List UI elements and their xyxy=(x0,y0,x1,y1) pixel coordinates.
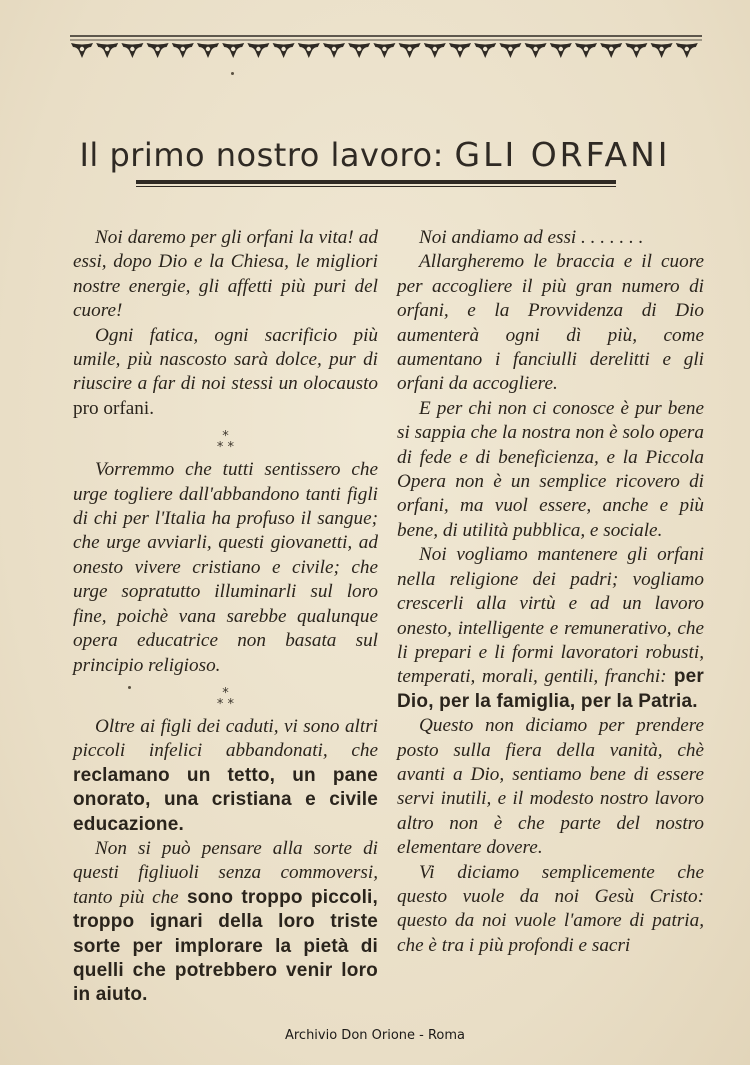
paragraph: E per chi non ci conosce è pur bene si sappia che la nostra non è solo opera di fede e di beneficienza, e la Piccola Opera non è un semplice ricovero di orfani, ma vuol essere, anche e più bene, di utilità pubblica, e sociale. xyxy=(397,397,704,541)
fleuron-icon xyxy=(348,43,370,58)
paragraph: Questo non diciamo per prendere posto sulla fiera della vanità, chè avanti a Dio, sentiamo bene di essere servi inutili, e il modesto nostro lavoro altro non è che parte del nostro elementare dovere. xyxy=(397,715,704,859)
fleuron-icon xyxy=(373,43,395,58)
fleuron-icon xyxy=(676,43,698,58)
paragraph: Vi diciamo semplicemente che questo vuole da noi Gesù Cristo: questo da noi vuole l'amore di patria, che è tra i più profondi e sacri xyxy=(397,861,704,956)
fleuron-icon xyxy=(550,43,572,58)
fleuron-icon xyxy=(172,43,194,58)
fleuron-icon xyxy=(222,43,244,58)
fleuron-icon xyxy=(474,43,496,58)
fleuron-icon xyxy=(323,43,345,58)
print-speck xyxy=(231,72,234,75)
fleuron-icon xyxy=(96,43,118,58)
fleuron-icon xyxy=(424,43,446,58)
fleuron-icon xyxy=(273,43,295,58)
paragraph: Non si può pensare alla sorte di questi figliuoli senza commoversi, tanto più che sono troppo piccoli, troppo ignari della loro triste sorte per implorare la pietà di quelli che potrebbero venir loro in aiuto. xyxy=(73,837,378,1006)
fleuron-icon xyxy=(298,43,320,58)
asterism: * * * xyxy=(216,429,235,456)
print-speck xyxy=(128,686,131,689)
paragraph: Noi daremo per gli orfani la vita! ad essi, dopo Dio e la Chiesa, le migliori nostre energie, gli affetti più puri del cuore! xyxy=(73,227,378,322)
fleuron-icon xyxy=(449,43,471,58)
title-rule xyxy=(136,180,616,184)
fleuron-icon xyxy=(197,43,219,58)
fleuron-icon xyxy=(651,43,673,58)
fleuron-icon xyxy=(600,43,622,58)
fleuron-icon xyxy=(71,43,93,58)
title-main: GLI ORFANI xyxy=(454,135,671,174)
title-lead: Il primo nostro lavoro: xyxy=(79,136,444,174)
ornamental-border xyxy=(70,34,702,64)
fleuron-icon xyxy=(399,43,421,58)
fleuron-icon xyxy=(525,43,547,58)
paragraph: Oltre ai figli dei caduti, vi sono altri piccoli infelici abbandonati, che reclamano un tetto, un pane onorato, una cristiana e civile educazione. xyxy=(73,715,378,835)
right-column xyxy=(397,226,704,958)
paragraph: Ogni fatica, ogni sacrificio più umile, più nascosto sarà dolce, pur di riuscire a far di noi stessi un olocausto pro orfani. xyxy=(73,324,378,419)
paragraph: Allargheremo le braccia e il cuore per accogliere il più gran numero di orfani, e la Provvidenza di Dio aumenterà ogni dì più, come aumentano i fanciulli derelitti e gli orfani da accogliere. xyxy=(397,251,704,395)
left-column xyxy=(73,226,378,1008)
archive-footer: Archivio Don Orione - Roma xyxy=(284,1028,466,1043)
page-title xyxy=(0,135,750,174)
paragraph: Noi vogliamo mantenere gli orfani nella religione dei padri; vogliamo crescerli alla virtù e ad un lavoro onesto, intelligente e remunerativo, che li prepari e li formi lavoratori robusti, temperati, morali, gentili, franchi: per Dio, per la famiglia, per la Patria. xyxy=(397,544,704,712)
fleuron-icon xyxy=(247,43,269,58)
asterism: * * * xyxy=(216,685,235,712)
title-rule-thin xyxy=(136,186,616,187)
paragraph: Vorremmo che tutti sentissero che urge togliere dall'abbandono tanti figli di chi per l'Italia ha profuso il sangue; che urge avviarli, questi giovanetti, ad onesto vivere cristiano e civile; che urge sopratutto illuminarli sul loro fine, poichè vana sarebbe qualunque opera educatrice non basata sul principio religioso. xyxy=(73,459,378,676)
fleuron-icon xyxy=(499,43,521,58)
fleuron-icon xyxy=(625,43,647,58)
paragraph: Noi andiamo ad essi . . . . . . . xyxy=(419,227,644,248)
fleuron-icon xyxy=(121,43,143,58)
fleuron-icon xyxy=(575,43,597,58)
fleuron-icon xyxy=(147,43,169,58)
